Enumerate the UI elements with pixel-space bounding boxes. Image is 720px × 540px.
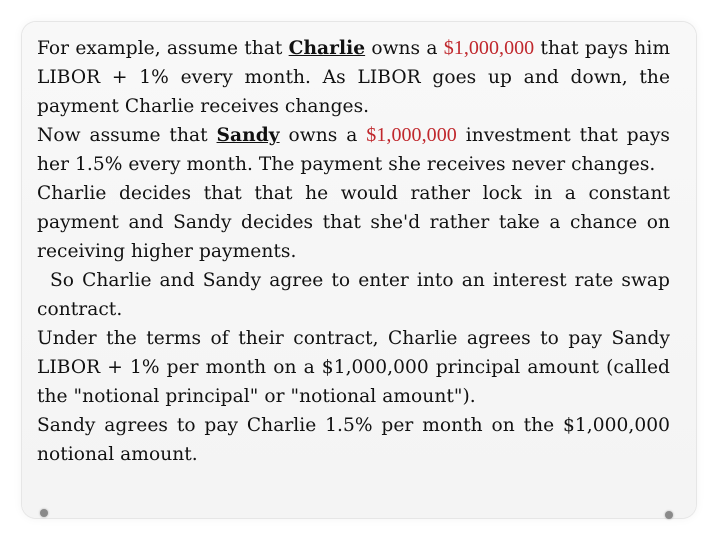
text-span: that pays him LIBOR + 1% every month. As LIBOR goes up and down, the payment Charlie receives changes. xyxy=(37,38,671,117)
name-sandy: Sandy xyxy=(216,125,280,146)
paragraph-charlie-example xyxy=(37,34,670,121)
paragraph-contract-terms: Under the terms of their contract, Charlie agrees to pay Sandy LIBOR + 1% per month on a $1,000,000 principal amount (called the "notional principal" or "notional amount"). xyxy=(37,328,670,407)
slide-body xyxy=(37,34,670,469)
name-charlie: Charlie xyxy=(288,38,366,59)
text-span: Now assume that xyxy=(37,125,217,146)
paragraph-decision: Charlie decides that that he would rather lock in a constant payment and Sandy decides that she'd rather take a chance on receiving higher payments. xyxy=(37,183,670,262)
paragraph-swap-agreement: So Charlie and Sandy agree to enter into an interest rate swap contract. xyxy=(37,270,670,320)
text-span: investment that pays her 1.5% every month. The payment she receives never changes. xyxy=(37,125,670,175)
bullet-dot-right xyxy=(665,511,673,519)
paragraph-sandy-pays: Sandy agrees to pay Charlie 1.5% per month on the $1,000,000 notional amount. xyxy=(37,415,670,465)
text-span: For example, assume that xyxy=(37,38,289,59)
amount-highlight: $1,000,000 xyxy=(366,124,457,146)
text-span: owns a xyxy=(365,38,444,59)
paragraph-sandy-example xyxy=(37,121,670,179)
amount-highlight: $1,000,000 xyxy=(443,37,535,59)
bullet-dot-left xyxy=(40,509,48,517)
text-span: owns a xyxy=(279,125,367,146)
